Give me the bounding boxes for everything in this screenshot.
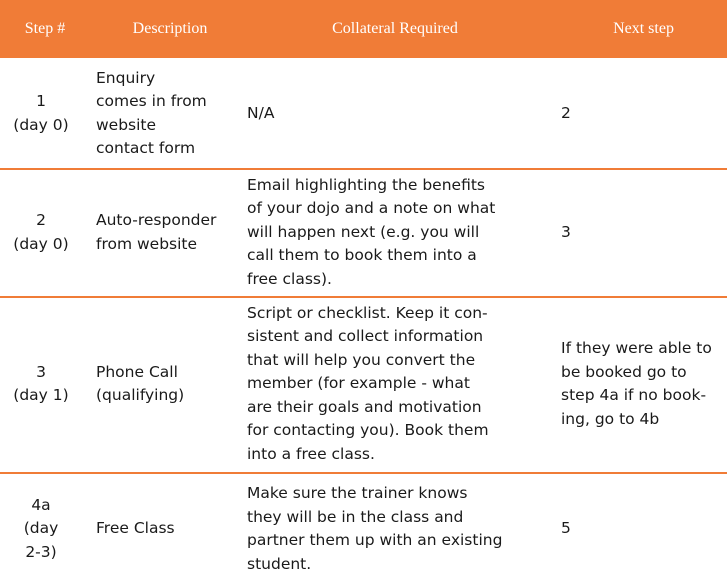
header-next-step: Next step [613, 20, 674, 37]
cell-description [96, 60, 236, 167]
cell-collateral [247, 60, 537, 167]
step-text: 2 (day 0) [13, 211, 69, 253]
cell-collateral [247, 170, 537, 295]
next-step-text: 3 [561, 222, 571, 241]
table-row [0, 298, 727, 470]
cell-next-step [561, 60, 721, 167]
next-step-text: 5 [561, 519, 571, 538]
description-text: Enquiry comes in from website contact form [96, 68, 207, 157]
table-row [0, 60, 727, 167]
cell-description [96, 478, 236, 580]
collateral-text: N/A [247, 103, 275, 122]
description-text: Phone Call (qualifying) [96, 362, 185, 404]
header-description: Description [132, 20, 208, 37]
cell-step [0, 60, 82, 167]
description-text: Auto-responder from website [96, 211, 217, 253]
header-collateral: Collateral Required [332, 20, 458, 37]
cell-collateral [247, 478, 537, 580]
cell-next-step [561, 298, 721, 470]
collateral-text: Make sure the trainer knows they will be in the class and partner them up with an existing student. [247, 484, 503, 573]
collateral-text: Email highlighting the benefits of your dojo and a note on what will happen next (e.g. you will call them to book them into a free class). [247, 175, 496, 288]
step-text: 3 (day 1) [13, 362, 69, 404]
cell-description [96, 298, 236, 470]
cell-step [0, 170, 82, 295]
cell-collateral [247, 298, 537, 470]
step-text: 4a (day 2-3) [23, 495, 59, 561]
table-row [0, 170, 727, 295]
table-row [0, 478, 727, 580]
step-text: 1 (day 0) [13, 92, 69, 134]
cell-step [0, 478, 82, 580]
next-step-text: 2 [561, 103, 571, 122]
description-text: Free Class [96, 519, 175, 538]
next-step-text: If they were able to be booked go to step 4a if no book- ing, go to 4b [561, 339, 712, 428]
cell-next-step [561, 478, 721, 580]
row-divider [0, 472, 727, 474]
table-header [0, 0, 727, 58]
cell-description [96, 170, 236, 295]
cell-next-step [561, 170, 721, 295]
cell-step [0, 298, 82, 470]
collateral-text: Script or checklist. Keep it con- sistent and collect information that will help you convert the member (for example - what are their goals and motivation for contacting you). Book them into a free class. [247, 303, 489, 463]
header-step: Step # [24, 20, 66, 37]
